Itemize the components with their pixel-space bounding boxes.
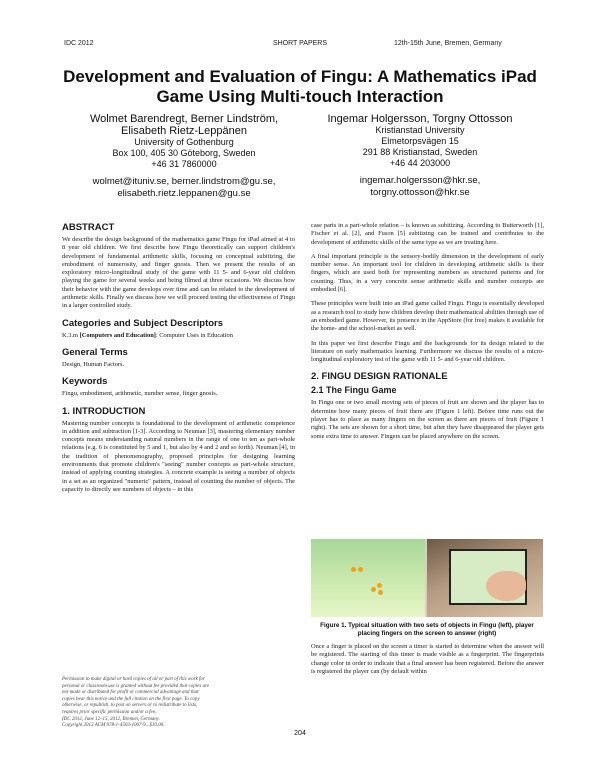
author-names: Wolmet Barendregt, Berner Lindström,: [89, 113, 279, 125]
fruit-icon: [377, 583, 382, 588]
author-email: wolmet@ituniv.se, berner.lindstrom@gu.se,: [92, 176, 276, 187]
author-affiliation: University of Gothenburg: [134, 137, 234, 147]
author-affiliation: Kristianstad University: [375, 125, 465, 135]
abstract-heading: ABSTRACT: [62, 222, 115, 233]
right-column-continued: [311, 643, 544, 682]
figure-caption: Figure 1. Typical situation with two sets of objects in Fingu (left), player placing fingers on the screen to answer (right): [320, 622, 534, 637]
categories-text: [62, 332, 295, 340]
section-heading: 2. FINGU DESIGN RATIONALE: [311, 371, 448, 383]
author-names: Ingemar Holgersson, Torgny Ottosson: [327, 113, 513, 125]
running-header-center: SHORT PAPERS: [272, 40, 328, 47]
running-header-left: IDC 2012: [64, 40, 94, 47]
keywords-heading: Keywords: [62, 376, 108, 388]
general-terms-text: Design, Human Factors.: [62, 360, 125, 368]
paragraph: Once a finger is placed on the screen a timer is started to determine when the answer will be registered. The starting of this timer is made visible as a fingerprint. The fingerprints change color in order to indicate that a final answer has been registered. Before the answer is registered the player can (by default within: [311, 643, 544, 675]
author-email: torgny.ottosson@hkr.se: [370, 187, 470, 198]
author-email: elisabeth.rietz.leppanen@gu.se: [117, 188, 251, 199]
permission-line: Copyright 2012 ACM 978-1-4503-1007-9...$10.00.: [62, 723, 165, 729]
permission-line: personal or classroom use is granted without fee provided that copies are: [62, 683, 210, 689]
page-number: 204: [294, 730, 306, 737]
permission-line: IDC 2012, June 12–15, 2012, Bremen, Germany.: [62, 716, 160, 722]
author-phone: +46 44 203000: [389, 158, 451, 168]
fruit-icon: [358, 567, 363, 572]
author-email: ingemar.holgersson@hkr.se,: [359, 175, 481, 186]
introduction-heading: 1. INTRODUCTION: [62, 405, 146, 417]
paper-title: Development and Evaluation of Fingu: A Mathematics iPad Game Using Multi-touch Interaction: [63, 67, 537, 106]
permission-line: not made or distributed for profit or commercial advantage and that: [62, 690, 199, 696]
left-column: [62, 222, 295, 500]
author-names: Elisabeth Rietz-Leppänen: [121, 125, 247, 137]
categories-heading: Categories and Subject Descriptors: [62, 317, 224, 329]
author-block-left: [64, 113, 304, 200]
permission-line: copies bear this notice and the full citation on the first page. To copy: [62, 696, 200, 702]
author-address: 291 88 Kristianstad, Sweden: [362, 147, 478, 157]
right-column: [311, 222, 544, 447]
game-screenshot: [311, 539, 425, 617]
author-block-right: [300, 113, 540, 199]
fruit-icon: [371, 587, 376, 592]
category-code: K.3.m: [62, 331, 80, 339]
paragraph: In this paper we first describe Fingu and the backgrounds for its design related to the literature on early mathematics learning. Furthermore we discuss the results of a micro-longitudinal exploratory test of the game with 11 5- and 6-year old children.: [311, 339, 544, 364]
category-bold: [Computers and Education]: [79, 331, 156, 339]
author-phone: +46 31 7860000: [151, 159, 217, 169]
fruit-icon: [378, 590, 383, 595]
permission-line: requires prior specific permission and/or a fee.: [62, 709, 157, 715]
paragraph: These principles were built into an iPad game called Fingu. Fingu is essentially developed as a research tool to study how children develop their mathematical abilities through use of an embodied game. However, its presence in the AppStore (for free) makes it available for the home- and the school-market as well.: [311, 300, 544, 333]
paragraph: case parts in a part-whole relation – is known as subitizing. According to Butterworth [1], Fischer et al. [2], and Fuson [5] subitizing can be trained and contributes to the development of arithmetic skills of the same type as we are treating here.: [311, 222, 544, 246]
fruit-icon: [351, 567, 356, 572]
general-terms-heading: General Terms: [62, 346, 128, 358]
abstract-text: We describe the design background of the mathematics game Fingu for iPad aimed at 4 to 8 year old children. We first describe how Fingu theoretically can support children's development of fundamental arithmetic skills, focusing on conceptual subitizing, the embodiment of numerosity, and finger gnosis. Then we present the results of an exploratory micro-longitudinal study of the game with 11 5- and 6-year old children playing the game for several weeks and being filmed at three occasions. We discuss how their behavior with the game develops over time and can be related to the development of arithmetic skills. Finally we discuss how we will proceed testing the effectiveness of Fingu in a larger controlled study.: [62, 236, 295, 310]
introduction-text: Mastering number concepts is foundational to the development of arithmetic competence in addition and subtraction [1-3]. According to Neuman [3], mastering elementary number concepts means understanding natural numbers in the range of one to ten as part-whole relations (e.g. 6 is constituted by 5 and 1, but also by 4 and 2 and so forth). Neuman [4], in the tradition of phenomenography, proposed principles for designing learning environments that promote children's "seeing" number concepts as part-whole structure, instead of applying counting strategies. A concrete example is seeing a number of objects in a set as an organized "numeric" pattern, instead of counting the number of objects. The capacity to directly see numbers of objects – in this: [62, 419, 295, 493]
keywords-text: Fingu, embodiment, arithmetic, number sense, finger gnosis.: [62, 390, 218, 398]
permission-notice: [62, 677, 282, 730]
hand-icon: [486, 571, 526, 601]
category-rest: : Computer Uses in Education: [155, 331, 233, 339]
permission-line: Permission to make digital or hard copies of all or part of this work for: [62, 677, 205, 682]
figure-1: [311, 539, 543, 617]
paragraph: A final important principle is the sensory-bodily dimension in the development of early number sense. An important tool for children in developing arithmetic skills is their fingers, which are used both for representing numbers as structured patterns and for counting. Thus, in a very concrete sense arithmetic skills and number concepts are embodied [6].: [311, 252, 544, 294]
author-address: Box 100, 405 30 Göteborg, Sweden: [112, 148, 256, 158]
paragraph: In Fingu one or two small moving sets of pieces of fruit are shown and the player has to determine how many pieces of fruit there are (Figure 1 left). Before time runs out the player has to place as many fingers on the screen as there are pieces of fruit (Figure 1 right). The sets are shown for a short time, but after they have disappeared the player gets some extra time to answer. Fingers can be placed anywhere on the screen.: [311, 399, 544, 440]
subsection-heading: 2.1 The Fingu Game: [311, 385, 397, 396]
permission-line: otherwise, or republish, to post on servers or to redistribute to lists,: [62, 703, 198, 709]
author-address: Elmetorpsvägen 15: [381, 136, 459, 146]
running-header-right: 12th-15th June, Bremen, Germany: [394, 40, 502, 47]
